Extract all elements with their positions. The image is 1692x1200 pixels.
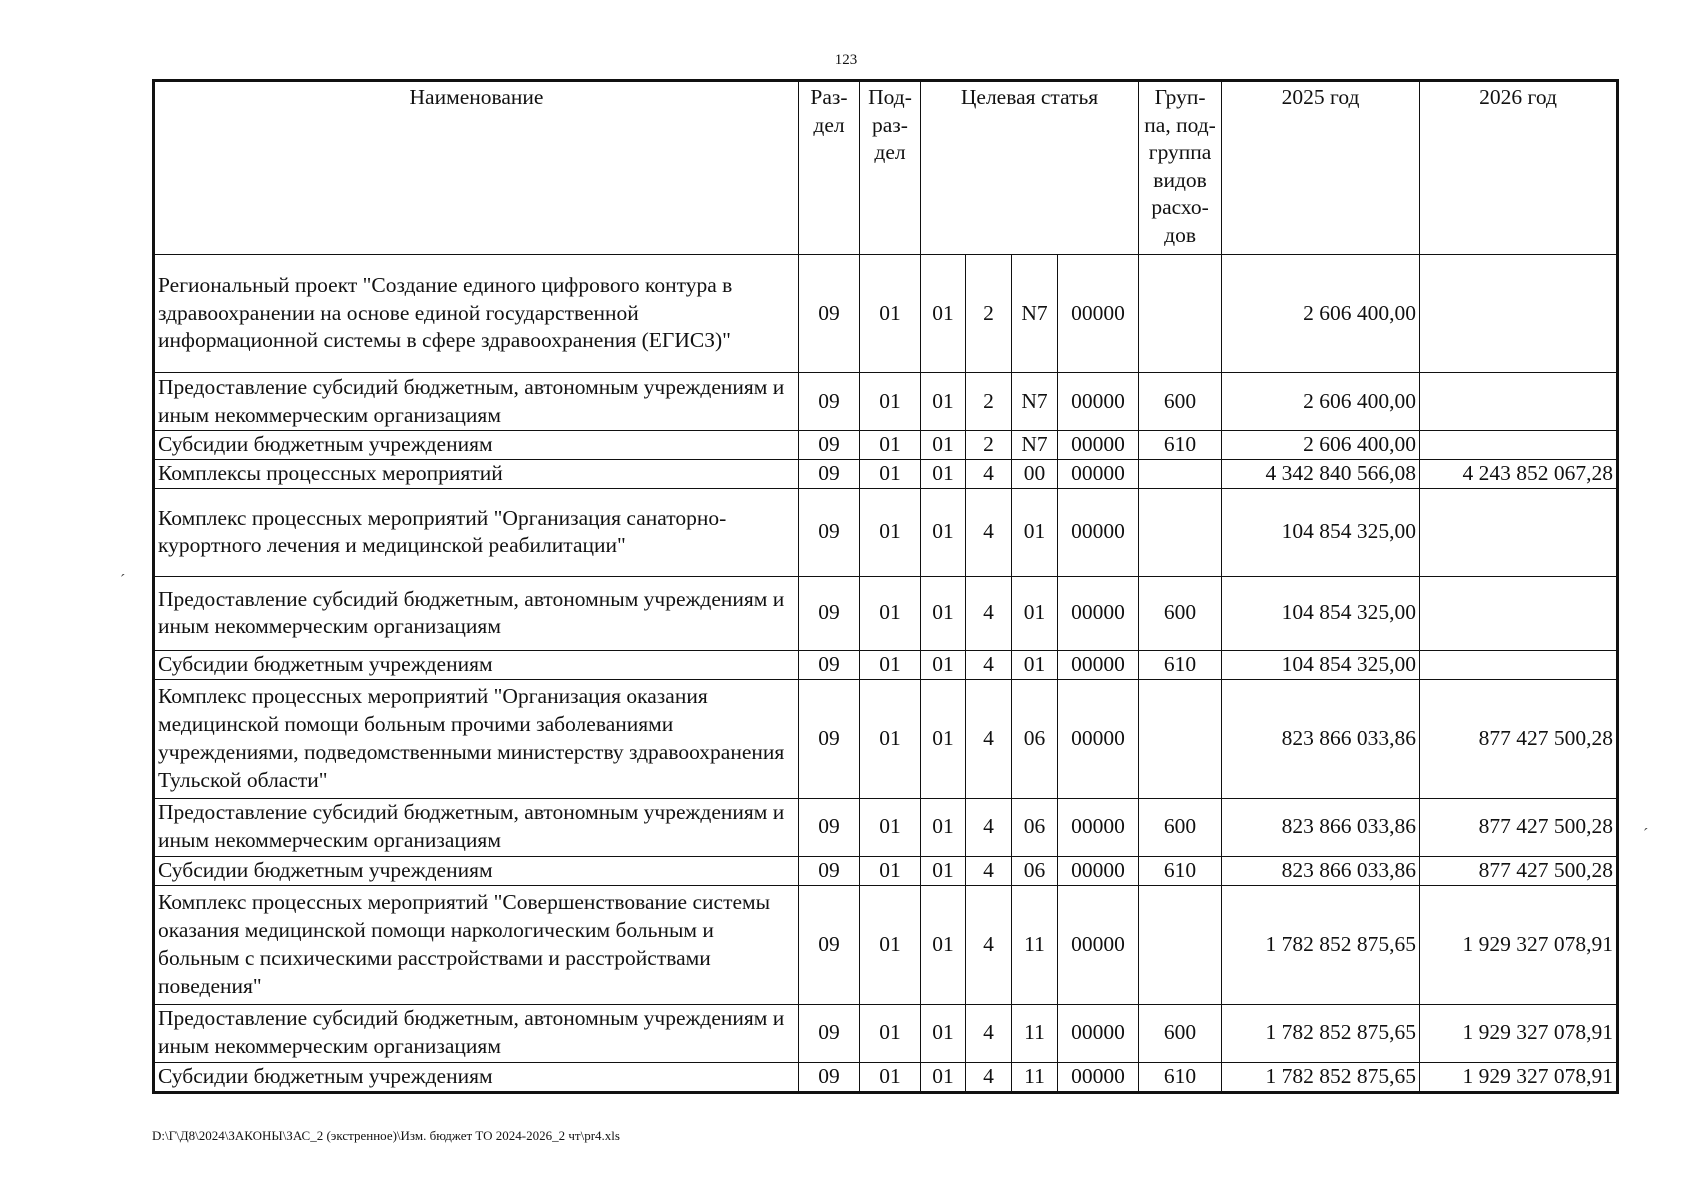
amount-2025: 823 866 033,86 (1222, 679, 1420, 798)
amount-2025: 1 782 852 875,65 (1222, 885, 1420, 1004)
razdel-cell: 09 (799, 255, 860, 373)
stray-mark: ˊ (1643, 826, 1649, 843)
amount-2026 (1420, 488, 1618, 576)
amount-2026: 1 929 327 078,91 (1420, 1062, 1618, 1092)
amount-2025: 2 606 400,00 (1222, 373, 1420, 431)
target-part-4: 00000 (1058, 856, 1139, 885)
header-podrazdel (860, 81, 921, 255)
target-part-3: N7 (1012, 431, 1058, 460)
podrazdel-cell: 01 (860, 576, 921, 650)
group-cell (1139, 459, 1222, 488)
razdel-cell: 09 (799, 885, 860, 1004)
amount-2025: 2 606 400,00 (1222, 255, 1420, 373)
target-part-1: 01 (921, 679, 966, 798)
target-part-1: 01 (921, 459, 966, 488)
row-name: Предоставление субсидий бюджетным, автономным учреждениям и иным некоммерческим организациям (154, 798, 799, 856)
group-cell: 610 (1139, 650, 1222, 679)
row-name: Региональный проект "Создание единого цифрового контура в здравоохранении на основе единой государственной информационной системы в сфере здравоохранения (ЕГИСЗ)" (154, 255, 799, 373)
podrazdel-cell: 01 (860, 459, 921, 488)
amount-2025: 823 866 033,86 (1222, 856, 1420, 885)
header-2025-label: 2025 год (1281, 85, 1360, 109)
row-name: Комплекс процессных мероприятий "Совершенствование системы оказания медицинской помощи наркологическим больным и больным с психическими расстройствами и расстройствами поведения" (154, 885, 799, 1004)
header-razdel-label: Раз- дел (810, 85, 848, 137)
razdel-cell: 09 (799, 650, 860, 679)
target-part-2: 4 (966, 650, 1012, 679)
target-part-2: 4 (966, 1062, 1012, 1092)
header-2026-label: 2026 год (1479, 85, 1557, 109)
podrazdel-cell: 01 (860, 885, 921, 1004)
target-part-1: 01 (921, 1062, 966, 1092)
amount-2026 (1420, 255, 1618, 373)
target-part-3: N7 (1012, 255, 1058, 373)
table-body (154, 255, 1618, 1093)
amount-2025: 104 854 325,00 (1222, 488, 1420, 576)
target-part-3: 00 (1012, 459, 1058, 488)
amount-2026 (1420, 373, 1618, 431)
target-part-2: 2 (966, 255, 1012, 373)
header-name (154, 81, 799, 255)
target-part-3: 01 (1012, 576, 1058, 650)
amount-2026: 877 427 500,28 (1420, 798, 1618, 856)
amount-2025: 1 782 852 875,65 (1222, 1062, 1420, 1092)
header-celevaya-label: Целевая статья (960, 85, 1099, 109)
table-row (154, 255, 1618, 373)
amount-2026: 1 929 327 078,91 (1420, 1004, 1618, 1062)
amount-2026 (1420, 431, 1618, 460)
file-path-footer: D:\Г\Д8\2024\ЗАКОНЫ\ЗАС_2 (экстренное)\Изм. бюджет ТО 2024-2026_2 чт\pr4.xls (152, 1128, 620, 1143)
target-part-3: 06 (1012, 679, 1058, 798)
table-row (154, 856, 1618, 885)
table-row (154, 1004, 1618, 1062)
table-row (154, 679, 1618, 798)
target-part-1: 01 (921, 488, 966, 576)
target-part-4: 00000 (1058, 576, 1139, 650)
target-part-3: 11 (1012, 1062, 1058, 1092)
razdel-cell: 09 (799, 459, 860, 488)
target-part-4: 00000 (1058, 459, 1139, 488)
group-cell: 600 (1139, 1004, 1222, 1062)
target-part-2: 4 (966, 459, 1012, 488)
row-name: Субсидии бюджетным учреждениям (154, 650, 799, 679)
target-part-3: 06 (1012, 798, 1058, 856)
header-podrazdel-label: Под- раз- дел (868, 85, 912, 165)
group-cell (1139, 255, 1222, 373)
target-part-1: 01 (921, 576, 966, 650)
group-cell: 600 (1139, 576, 1222, 650)
podrazdel-cell: 01 (860, 255, 921, 373)
podrazdel-cell: 01 (860, 798, 921, 856)
header-2026 (1420, 81, 1618, 255)
amount-2026 (1420, 576, 1618, 650)
podrazdel-cell: 01 (860, 488, 921, 576)
row-name: Комплекс процессных мероприятий "Организация оказания медицинской помощи больным прочими заболеваниями учреждениями, подведомственными министерству здравоохранения Тульской области" (154, 679, 799, 798)
row-name: Предоставление субсидий бюджетным, автономным учреждениям и иным некоммерческим организациям (154, 1004, 799, 1062)
table-row (154, 373, 1618, 431)
target-part-3: 11 (1012, 885, 1058, 1004)
table-row (154, 1062, 1618, 1092)
target-part-4: 00000 (1058, 255, 1139, 373)
amount-2026: 877 427 500,28 (1420, 679, 1618, 798)
row-name: Субсидии бюджетным учреждениям (154, 431, 799, 460)
budget-table (152, 79, 1619, 1094)
target-part-1: 01 (921, 255, 966, 373)
target-part-4: 00000 (1058, 1062, 1139, 1092)
podrazdel-cell: 01 (860, 373, 921, 431)
group-cell: 610 (1139, 1062, 1222, 1092)
amount-2026: 877 427 500,28 (1420, 856, 1618, 885)
target-part-4: 00000 (1058, 798, 1139, 856)
stray-mark: ˊ (120, 572, 126, 589)
target-part-1: 01 (921, 650, 966, 679)
target-part-1: 01 (921, 1004, 966, 1062)
target-part-3: 11 (1012, 1004, 1058, 1062)
target-part-4: 00000 (1058, 650, 1139, 679)
group-cell: 610 (1139, 431, 1222, 460)
target-part-1: 01 (921, 856, 966, 885)
table-row (154, 459, 1618, 488)
target-part-4: 00000 (1058, 1004, 1139, 1062)
podrazdel-cell: 01 (860, 856, 921, 885)
razdel-cell: 09 (799, 576, 860, 650)
table-row (154, 576, 1618, 650)
target-part-2: 4 (966, 679, 1012, 798)
group-cell: 610 (1139, 856, 1222, 885)
razdel-cell: 09 (799, 679, 860, 798)
target-part-4: 00000 (1058, 488, 1139, 576)
target-part-4: 00000 (1058, 373, 1139, 431)
podrazdel-cell: 01 (860, 1004, 921, 1062)
razdel-cell: 09 (799, 488, 860, 576)
amount-2026: 1 929 327 078,91 (1420, 885, 1618, 1004)
target-part-4: 00000 (1058, 885, 1139, 1004)
row-name: Субсидии бюджетным учреждениям (154, 1062, 799, 1092)
target-part-2: 4 (966, 576, 1012, 650)
amount-2025: 104 854 325,00 (1222, 650, 1420, 679)
amount-2026: 4 243 852 067,28 (1420, 459, 1618, 488)
header-row (154, 81, 1618, 255)
amount-2026 (1420, 650, 1618, 679)
header-razdel (799, 81, 860, 255)
target-part-3: 06 (1012, 856, 1058, 885)
target-part-1: 01 (921, 431, 966, 460)
target-part-2: 2 (966, 431, 1012, 460)
razdel-cell: 09 (799, 1062, 860, 1092)
group-cell (1139, 679, 1222, 798)
target-part-1: 01 (921, 373, 966, 431)
amount-2025: 4 342 840 566,08 (1222, 459, 1420, 488)
amount-2025: 1 782 852 875,65 (1222, 1004, 1420, 1062)
row-name: Комплексы процессных мероприятий (154, 459, 799, 488)
table-row (154, 650, 1618, 679)
razdel-cell: 09 (799, 373, 860, 431)
razdel-cell: 09 (799, 798, 860, 856)
header-gruppa-label: Груп- па, под- группа видов расхо- дов (1144, 85, 1216, 247)
header-2025 (1222, 81, 1420, 255)
amount-2025: 2 606 400,00 (1222, 431, 1420, 460)
podrazdel-cell: 01 (860, 431, 921, 460)
header-celevaya (921, 81, 1139, 255)
target-part-2: 4 (966, 1004, 1012, 1062)
target-part-2: 4 (966, 798, 1012, 856)
group-cell (1139, 885, 1222, 1004)
podrazdel-cell: 01 (860, 679, 921, 798)
group-cell: 600 (1139, 798, 1222, 856)
razdel-cell: 09 (799, 856, 860, 885)
target-part-3: 01 (1012, 650, 1058, 679)
table-row (154, 798, 1618, 856)
table-row (154, 885, 1618, 1004)
table-row (154, 488, 1618, 576)
podrazdel-cell: 01 (860, 1062, 921, 1092)
target-part-2: 2 (966, 373, 1012, 431)
group-cell: 600 (1139, 373, 1222, 431)
amount-2025: 823 866 033,86 (1222, 798, 1420, 856)
target-part-2: 4 (966, 488, 1012, 576)
page-number: 123 (834, 52, 858, 68)
target-part-3: 01 (1012, 488, 1058, 576)
row-name: Комплекс процессных мероприятий "Организация санаторно-курортного лечения и медицинской реабилитации" (154, 488, 799, 576)
razdel-cell: 09 (799, 431, 860, 460)
row-name: Предоставление субсидий бюджетным, автономным учреждениям и иным некоммерческим организациям (154, 576, 799, 650)
target-part-2: 4 (966, 885, 1012, 1004)
target-part-2: 4 (966, 856, 1012, 885)
row-name: Субсидии бюджетным учреждениям (154, 856, 799, 885)
amount-2025: 104 854 325,00 (1222, 576, 1420, 650)
podrazdel-cell: 01 (860, 650, 921, 679)
target-part-3: N7 (1012, 373, 1058, 431)
target-part-4: 00000 (1058, 679, 1139, 798)
header-gruppa (1139, 81, 1222, 255)
group-cell (1139, 488, 1222, 576)
target-part-1: 01 (921, 798, 966, 856)
razdel-cell: 09 (799, 1004, 860, 1062)
table-row (154, 431, 1618, 460)
target-part-4: 00000 (1058, 431, 1139, 460)
target-part-1: 01 (921, 885, 966, 1004)
row-name: Предоставление субсидий бюджетным, автономным учреждениям и иным некоммерческим организациям (154, 373, 799, 431)
header-name-label: Наименование (409, 85, 544, 109)
